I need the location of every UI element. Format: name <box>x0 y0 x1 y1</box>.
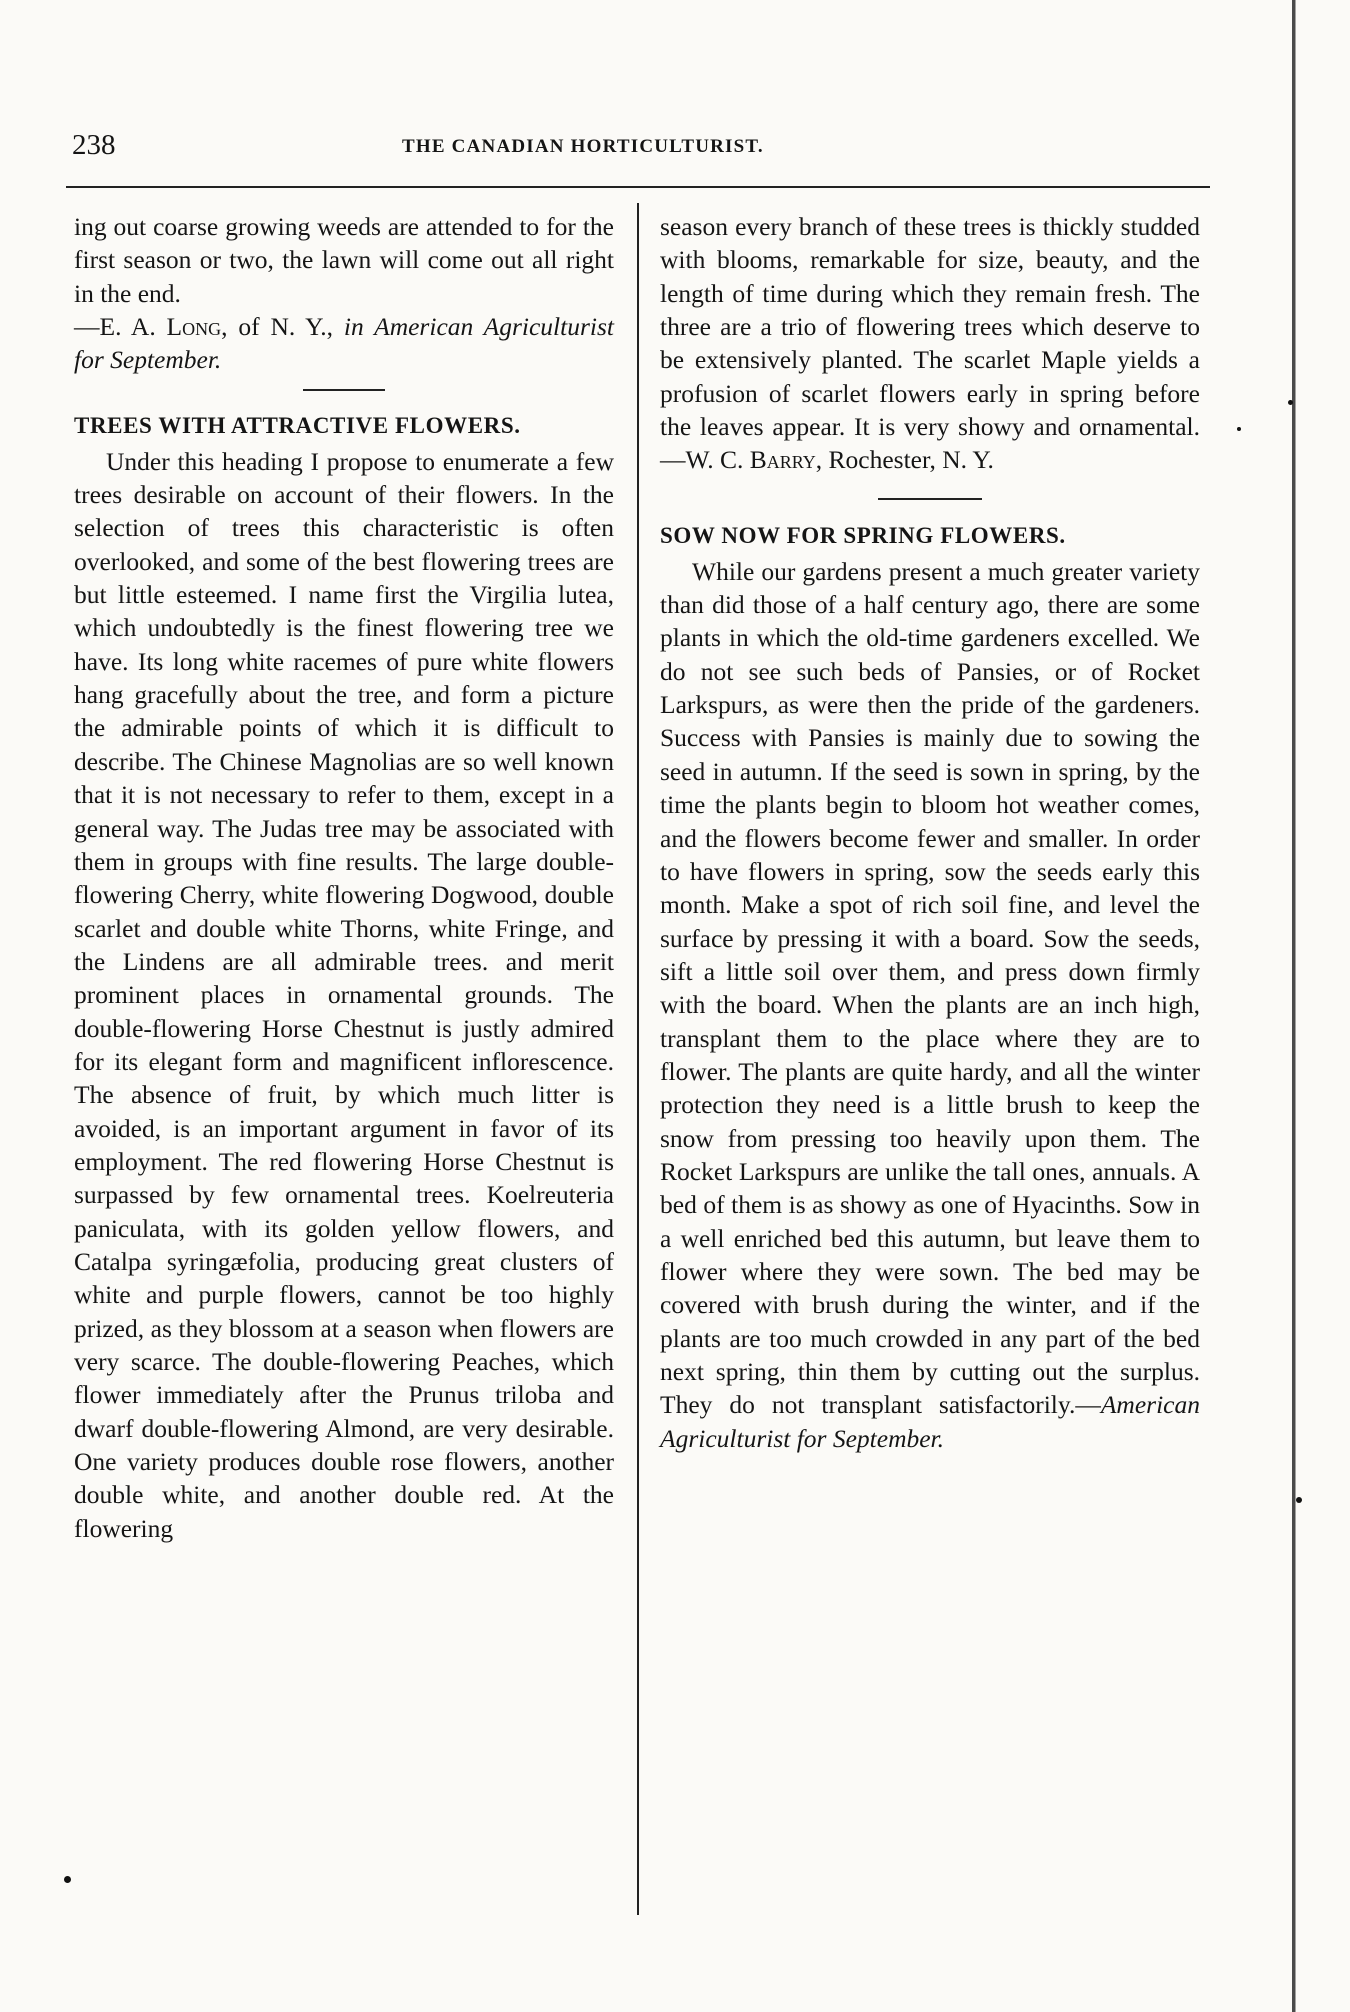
section-divider <box>303 389 385 391</box>
page-number: 238 <box>72 129 116 161</box>
signature-dash: — <box>660 445 686 475</box>
signature-location: , of N. Y., <box>221 312 344 342</box>
header-rule <box>66 186 1210 188</box>
ink-speck <box>64 1876 71 1883</box>
article-source: American Agriculturist for September. <box>660 1390 1200 1453</box>
article-title: SOW NOW FOR SPRING FLOWERS. <box>660 522 1066 548</box>
signature-source: in American Agriculturist for September. <box>74 312 614 375</box>
ink-speck <box>1288 400 1293 405</box>
article-text: While our gardens present a much greater variety than did those of a half century ago, there are some plants in which the old-time gardeners excelled. We do not see such beds of Pansies, or of Rocket Larkspurs, as were then the pride of the gardeners. Success with Pansies is mainly due to sowing the seed in autumn. If the seed is sown in spring, by the time the plants begin to bloom hot weather comes, and the flowers become fewer and smaller. In order to have flowers in spring, sow the seeds early this month. Make a spot of rich soil fine, and level the surface by pressing it with a board. Sow the seeds, sift a little soil over them, and press down firmly with the board. When the plants are an inch high, transplant them to the place where they are to flower. The plants are quite hardy, and all the winter protection they need is a little brush to keep the snow from pressing too heavily upon them. The Rocket Larkspurs are unlike the tall ones, annuals. A bed of them is as showy as one of Hyacinths. Sow in a well enriched bed this autumn, but leave them to flower where they were sown. The bed may be covered with brush during the winter, and if the plants are too much crowded in any part of the bed next spring, thin them by cutting out the surplus. They do not transplant satisfactorily. <box>660 556 1200 1420</box>
signature-location: , Rochester, N. Y. <box>815 445 994 475</box>
ink-speck <box>1296 1497 1302 1503</box>
signature-dash: — <box>74 312 100 342</box>
continuation-text: season every branch of these trees is thickly studded with blooms, remarkable for size, beauty, and the length of time during which they remain fresh. The three are a trio of flowering trees which deserve to be extensively planted. The scarlet Maple yields a profusion of scarlet flowers early in spring before the leaves appear. It is very showy and ornamental. <box>660 212 1200 442</box>
article-title: TREES WITH ATTRACTIVE FLOWERS. <box>74 412 521 438</box>
section-divider <box>878 498 982 500</box>
article-body <box>660 555 1200 1455</box>
signature-author: E. A. Long <box>99 312 222 342</box>
left-column <box>74 210 614 1545</box>
running-title: THE CANADIAN HORTICULTURIST. <box>402 136 764 157</box>
continuation-paragraph <box>660 210 1200 477</box>
source-dash: — <box>1075 1390 1101 1420</box>
page-header <box>60 124 1200 170</box>
scan-edge-shadow <box>1292 0 1299 2012</box>
right-column <box>660 210 1200 1455</box>
article-body: Under this heading I propose to enumerate a few trees desirable on account of their flowers. In the selection of trees this characteristic is often overlooked, and some of the best flowering trees are but little esteemed. I name first the Virgilia lutea, which undoubtedly is the finest flowering tree we have. Its long white racemes of pure white flowers hang gracefully about the tree, and form a picture the admirable points of which it is difficult to describe. The Chinese Magnolias are so well known that it is not necessary to refer to them, except in a general way. The Judas tree may be associated with them in groups with fine results. The large double-flowering Cherry, white flowering Dogwood, double scarlet and double white Thorns, white Fringe, and the Lindens are all admirable trees. and merit prominent places in ornamental grounds. The double-flowering Horse Chestnut is justly admired for its elegant form and magnificent inflorescence. The absence of fruit, by which much litter is avoided, is an important argument in favor of its employment. The red flowering Horse Chestnut is surpassed by few ornamental trees. Koelreuteria paniculata, with its golden yellow flowers, and Catalpa syringæfolia, producing great clusters of white and purple flowers, cannot be too highly prized, as they blossom at a season when flowers are very scarce. The double-flowering Peaches, which flower immediately after the Prunus triloba and dwarf double-flowering Almond, are very desirable. One variety produces double rose flowers, another double white, and another double red. At the flowering <box>74 446 614 1543</box>
signature <box>74 310 614 377</box>
continuation-paragraph: ing out coarse growing weeds are attended to for the first season or two, the lawn will come out all right in the end. <box>74 212 614 308</box>
signature-author: W. C. Barry <box>685 445 816 475</box>
ink-speck <box>1237 427 1241 431</box>
column-divider <box>637 203 639 1915</box>
